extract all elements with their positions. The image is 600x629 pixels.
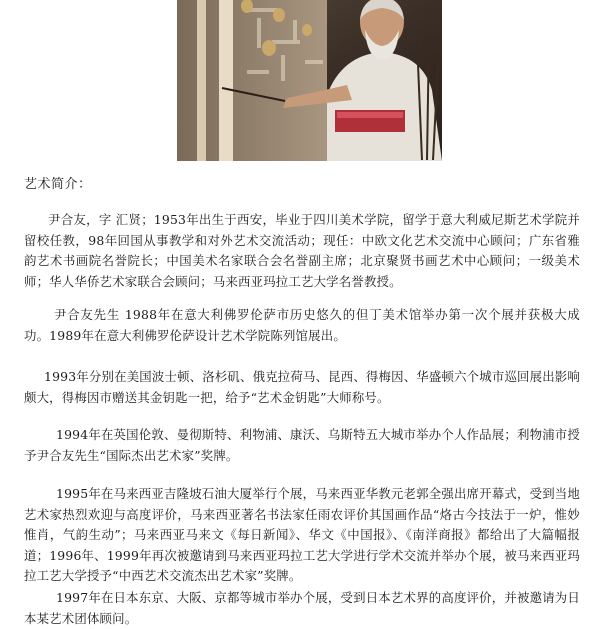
section-title: 艺术简介： xyxy=(24,177,92,192)
bio-paragraph: 1993年分别在美国波士顿、洛杉矶、俄克拉荷马、昆西、得梅因、华盛顿六个城市巡回展出影响颇大，得梅因市赠送其金钥匙一把，给予“艺术金钥匙”大师称号。 xyxy=(24,369,580,405)
artist-photo-image xyxy=(177,0,442,161)
bio-paragraph: 1995年在马来西亚吉隆坡石油大厦举行个展，马来西亚华教元老郭全强出席开幕式，受到当地艺术家热烈欢迎与高度评价，马来西亚著名书法家任雨农评价其国画作品“烙古今技法于一炉，惟妙惟肖，气韵生动”；马来西亚马来文《每日新闻》、华文《中国报》、《南洋商报》都给出了大篇幅报道；1996年、1999年再次被邀请到马来西亚玛拉工艺大学进行学术交流并举办个展，被马来西亚玛拉工艺大学授予“中西艺术交流杰出艺术家”奖牌。 xyxy=(24,486,580,583)
artist-photo xyxy=(177,0,442,161)
bio-paragraph: 尹合友，字 汇贤；1953年出生于西安，毕业于四川美术学院，留学于意大利威尼斯艺术学院并留校任教，98年回国从事教学和对外艺术交流活动；现任：中欧文化艺术交流中心顾问；广东省雅韵艺术书画院名誉院长；中国美术名家联合会名誉副主席；北京聚贤书画艺术中心顾问；一级美术师；华人华侨艺术家联合会顾问；马来西亚玛拉工艺大学名誉教授。 xyxy=(24,212,580,289)
bio-paragraph: 尹合友先生 1988年在意大利佛罗伦萨市历史悠久的但丁美术馆举办第一次个展并获极大成功。1989年在意大利佛罗伦萨设计艺术学院陈列馆展出。 xyxy=(24,307,580,343)
bio-paragraph: 1997年在日本东京、大阪、京都等城市举办个展，受到日本艺术界的高度评价，并被邀请为日本某艺术团体顾问。 xyxy=(24,590,580,626)
bio-paragraph: 1994年在英国伦敦、曼彻斯特、利物浦、康沃、乌斯特五大城市举办个人作品展；利物浦市授予尹合友先生“国际杰出艺术家”奖牌。 xyxy=(24,427,580,463)
